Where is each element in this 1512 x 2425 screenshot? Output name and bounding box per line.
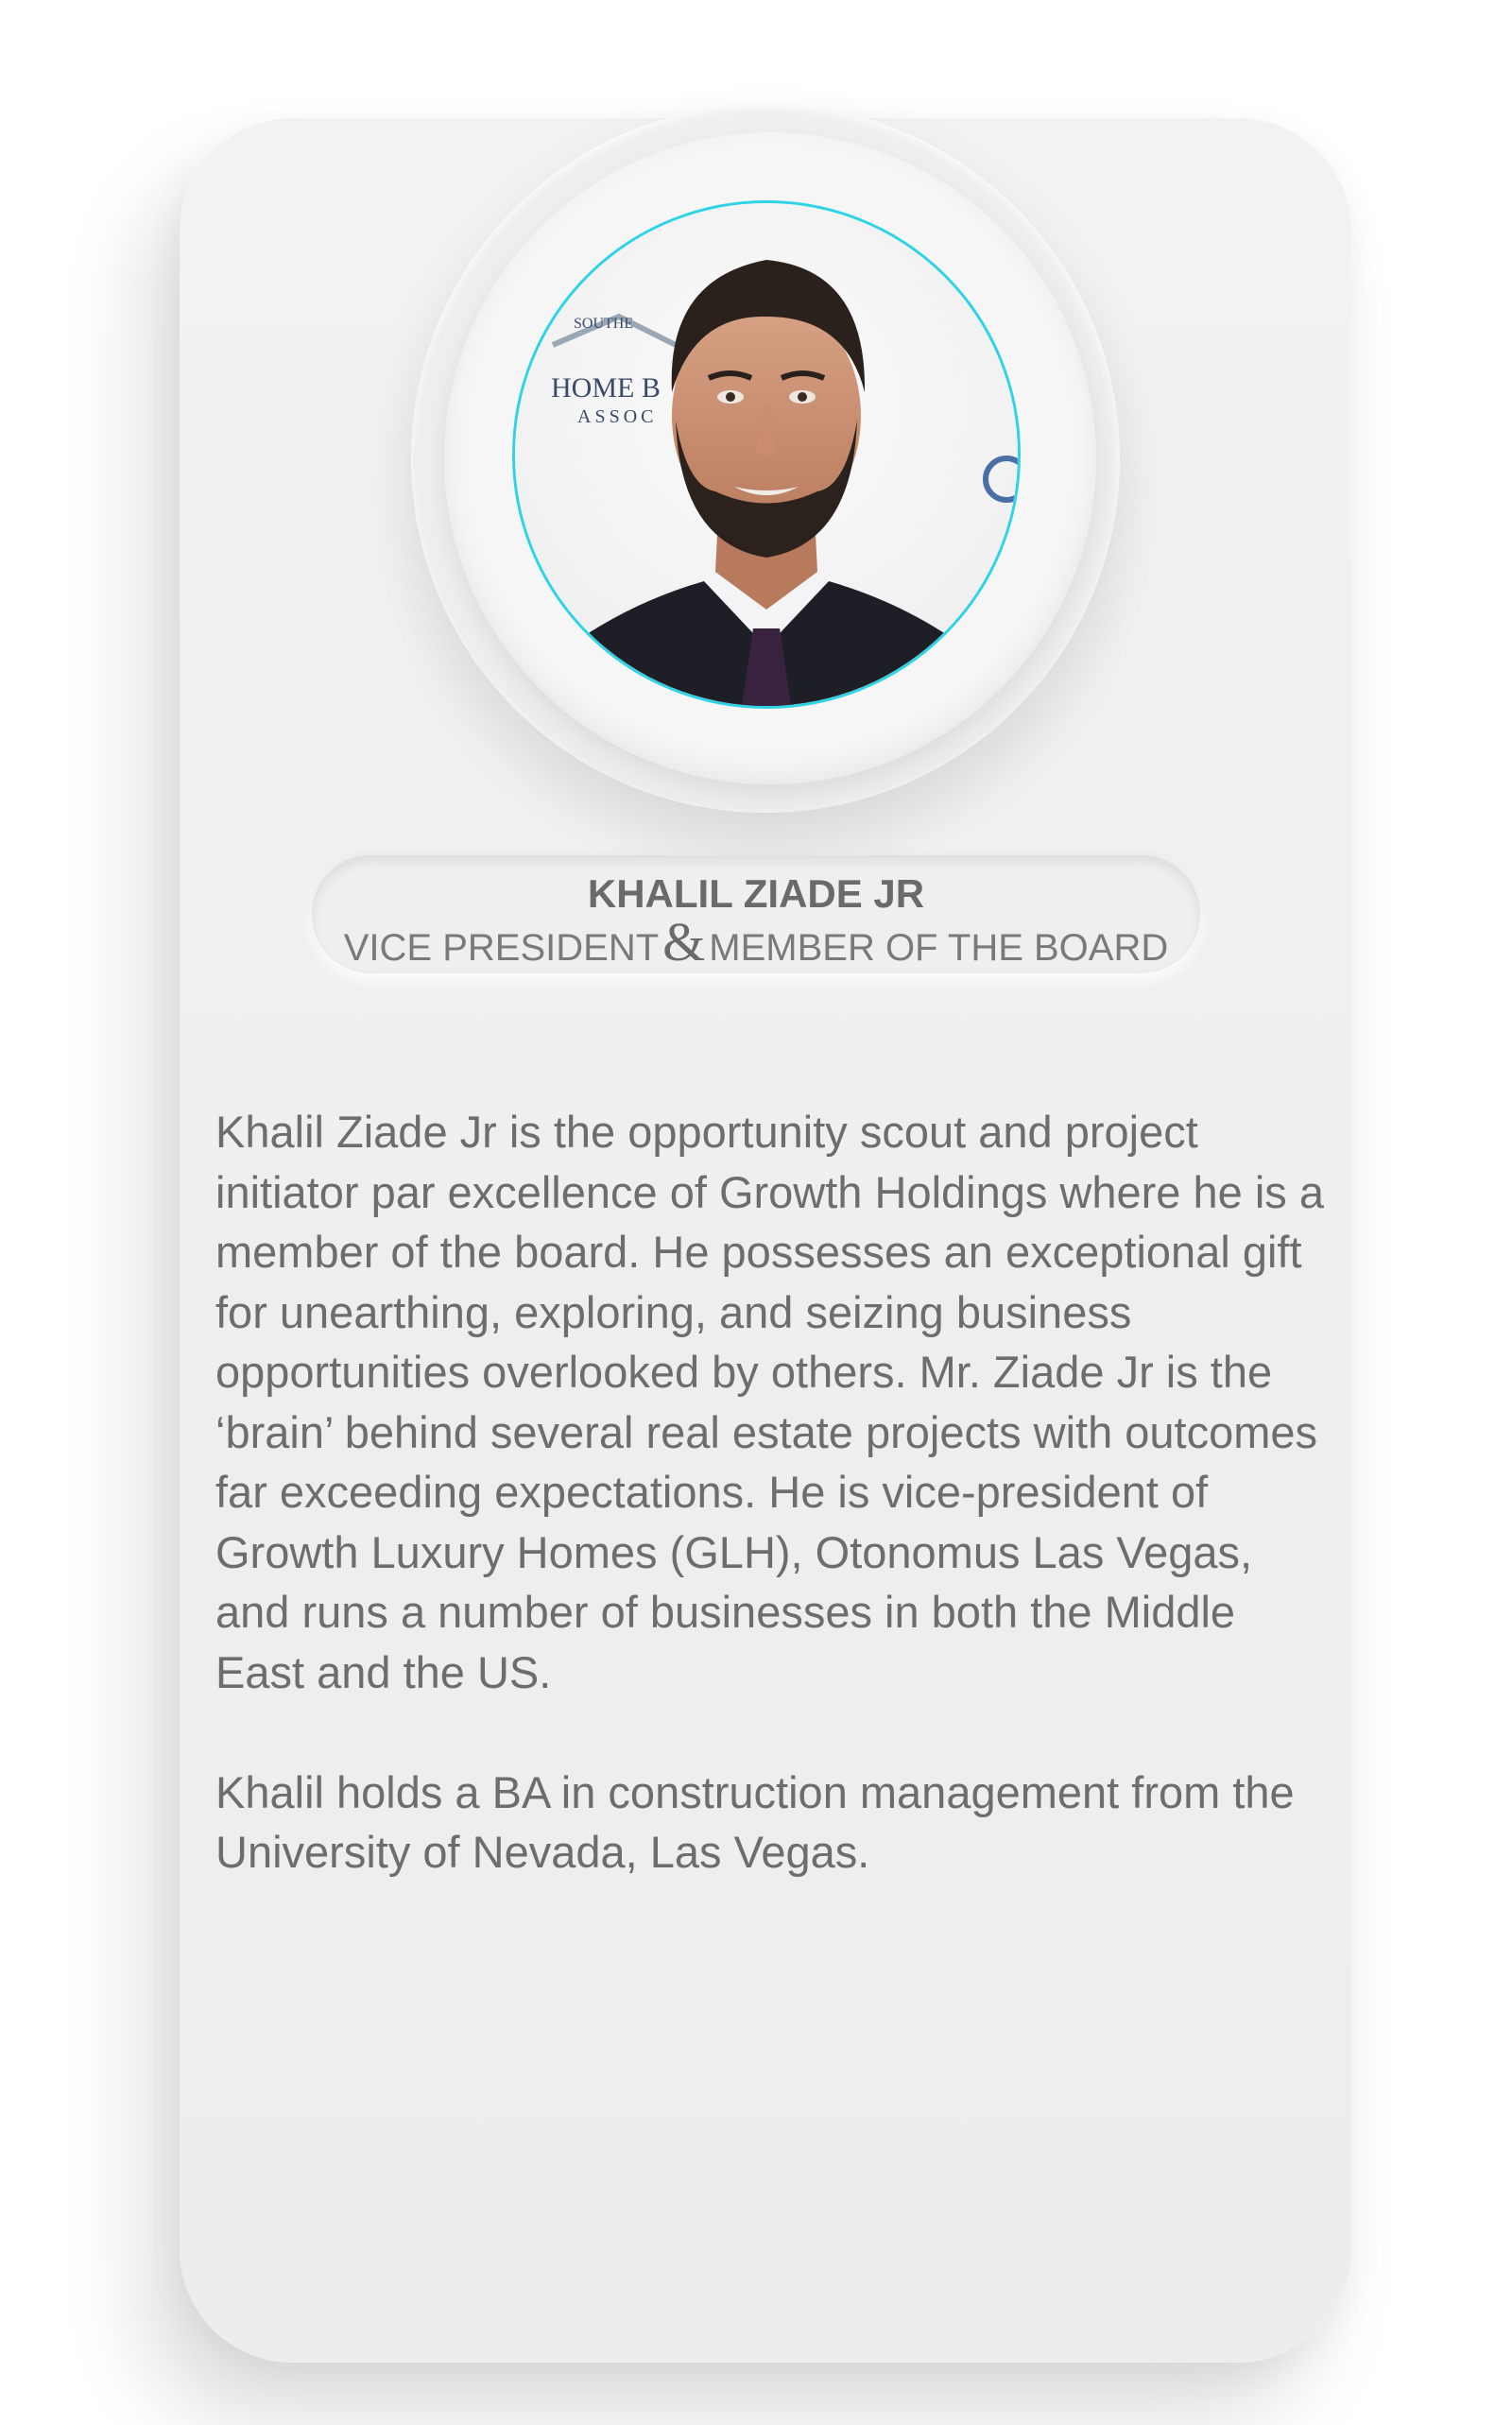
title-board: MEMBER OF THE BOARD <box>709 927 1169 969</box>
biography <box>215 1102 1331 1883</box>
person-name: KHALIL ZIADE JR <box>587 871 925 916</box>
profile-photo <box>512 200 1021 709</box>
bio-paragraph: Khalil holds a BA in construction management from the University of Nevada, Las Vegas. <box>215 1766 1295 1877</box>
person-title <box>302 911 1210 972</box>
title-ampersand: & <box>662 911 706 972</box>
backdrop-sign-text: ASSOC <box>577 406 658 427</box>
bio-paragraph: Khalil Ziade Jr is the opportunity scout and project initiator par excellence of Growth Holdings where he is a member of the board. He possesses an exceptional gift for unearthing, exploring, and seizing business opportunities overlooked by others. Mr. Ziade Jr is the ‘brain’ behind several real estate projects with outcomes far exceeding expectations. He is vice-president of Growth Luxury Homes (GLH), Otonomus Las Vegas, and runs a number of businesses in both the Middle East and the US. <box>215 1107 1324 1697</box>
backdrop-sign-text: HOME B <box>551 372 661 404</box>
portrait-image <box>515 203 1018 706</box>
backdrop-sign-text: SOUTHE <box>574 316 634 332</box>
title-role: VICE PRESIDENT <box>343 927 660 969</box>
